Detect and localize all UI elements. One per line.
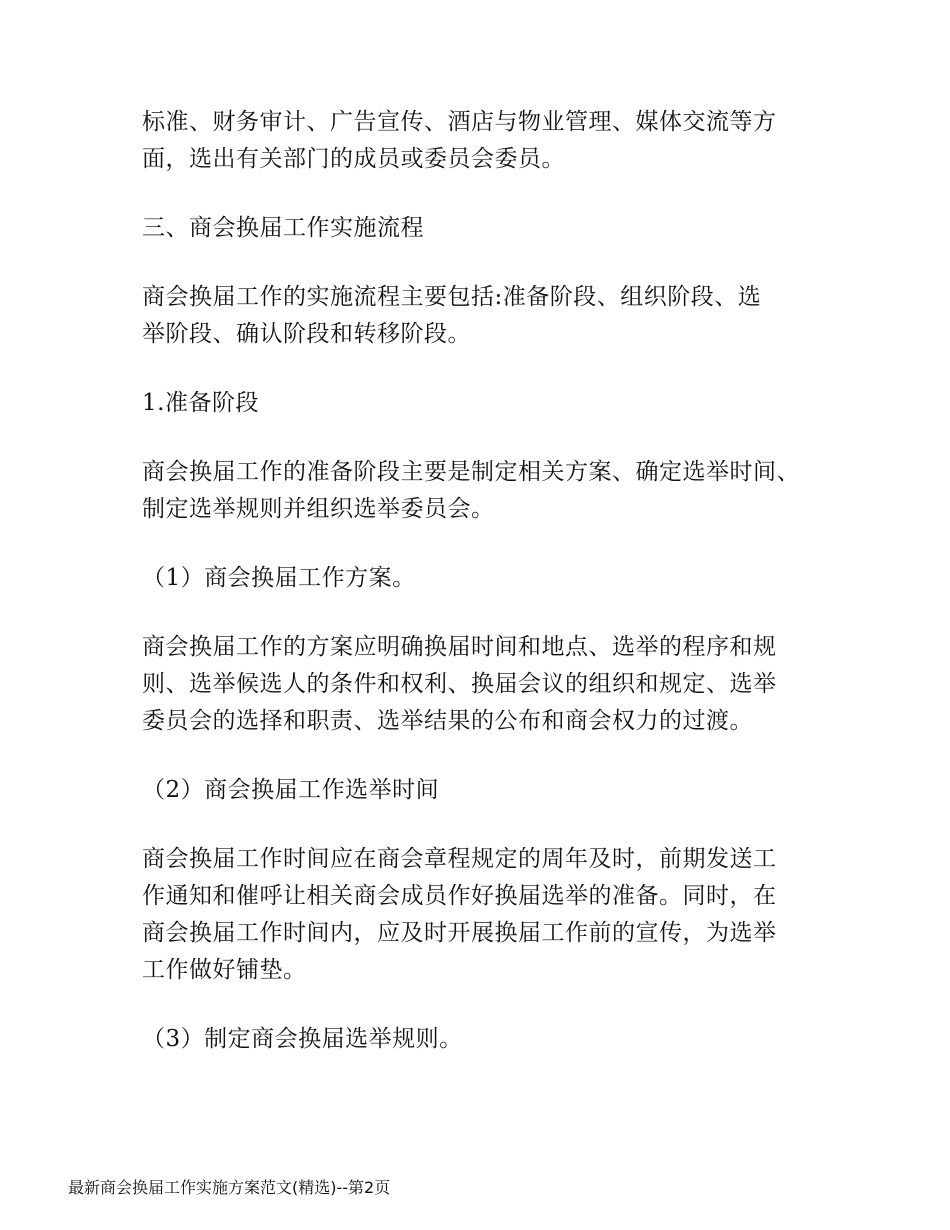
text-line: 工作做好铺垫。 xyxy=(142,957,307,983)
item-heading: （3）制定商会换届选举规则。 xyxy=(142,1026,463,1052)
text-line: 委员会的选择和职责、选举结果的公布和商会权力的过渡。 xyxy=(142,708,753,734)
text-line: 面，选出有关部门的成员或委员会委员。 xyxy=(142,146,565,172)
text-line: 商会换届工作的准备阶段主要是制定相关方案、确定选举时间、 xyxy=(142,459,800,485)
text-line: 则、选举候选人的条件和权利、换届会议的组织和规定、选举 xyxy=(142,671,777,697)
text-line: 商会换届工作的方案应明确换届时间和地点、选举的程序和规 xyxy=(142,634,777,660)
text-line: 商会换届工作时间内，应及时开展换届工作前的宣传，为选举 xyxy=(142,920,777,946)
text-line: 标准、财务审计、广告宣传、酒店与物业管理、媒体交流等方 xyxy=(142,109,777,135)
text-line: 商会换届工作时间应在商会章程规定的周年及时，前期发送工 xyxy=(142,846,777,872)
item-heading: （1）商会换届工作方案。 xyxy=(142,565,416,591)
page-footer: 最新商会换届工作实施方案范文(精选)--第2页 xyxy=(68,1178,391,1197)
paragraph xyxy=(142,279,842,353)
section-heading: 三、商会换届工作实施流程 xyxy=(142,215,424,241)
paragraph xyxy=(142,629,842,740)
paragraph xyxy=(142,454,842,528)
text-line: 商会换届工作的实施流程主要包括:准备阶段、组织阶段、选 xyxy=(142,284,762,310)
paragraph xyxy=(142,841,842,989)
text-line: 制定选举规则并组织选举委员会。 xyxy=(142,496,495,522)
text-line: 举阶段、确认阶段和转移阶段。 xyxy=(142,321,471,347)
document-body xyxy=(142,104,842,1090)
item-heading: （2）商会换届工作选举时间 xyxy=(142,777,440,803)
paragraph xyxy=(142,104,842,178)
subsection-heading: 1.准备阶段 xyxy=(142,390,259,416)
text-line: 作通知和催呼让相关商会成员作好换届选举的准备。同时，在 xyxy=(142,883,777,909)
